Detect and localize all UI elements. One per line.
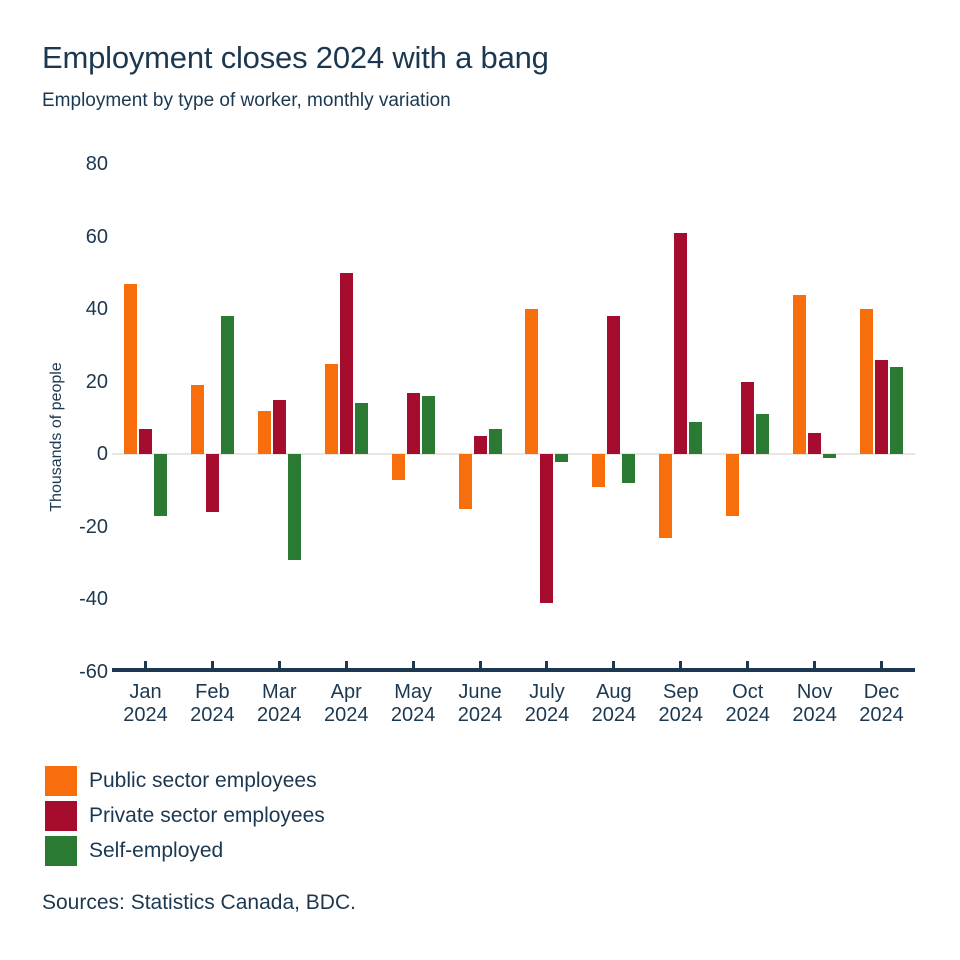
bar-self-employed-sep — [689, 422, 702, 455]
bar-self-employed-mar — [288, 454, 301, 559]
bar-private-sector-employees-nov — [808, 433, 821, 455]
month-year: 2024 — [390, 704, 436, 726]
month-year: 2024 — [658, 704, 704, 726]
legend-swatch-private-sector-employees — [45, 801, 77, 831]
bar-self-employed-jan — [154, 454, 167, 516]
month-year: 2024 — [725, 704, 770, 726]
y-tick-label: 80 — [85, 153, 108, 175]
month-name: Mar — [262, 681, 297, 703]
bar-public-sector-employees-jan — [124, 284, 137, 455]
bar-private-sector-employees-june — [474, 436, 487, 454]
bar-public-sector-employees-apr — [325, 364, 338, 455]
bar-self-employed-apr — [355, 403, 368, 454]
bar-self-employed-oct — [756, 414, 769, 454]
month-year: 2024 — [524, 704, 570, 726]
bar-public-sector-employees-nov — [793, 295, 806, 455]
bar-private-sector-employees-jan — [139, 429, 152, 454]
month-year: 2024 — [792, 704, 837, 726]
month-name: Sep — [662, 681, 699, 703]
y-tick-label: -40 — [79, 588, 108, 611]
x-axis-line — [112, 668, 915, 673]
bar-private-sector-employees-mar — [273, 400, 286, 454]
bar-public-sector-employees-oct — [726, 454, 739, 516]
bar-private-sector-employees-apr — [340, 273, 353, 454]
y-tick-label: -60 — [79, 661, 108, 683]
month-year: 2024 — [257, 704, 302, 726]
y-tick-label: -20 — [79, 515, 108, 538]
month-year: 2024 — [123, 704, 168, 726]
month-name: May — [394, 681, 433, 703]
y-tick-label: 20 — [85, 370, 108, 393]
bar-private-sector-employees-feb — [206, 454, 219, 512]
bar-private-sector-employees-aug — [607, 316, 620, 454]
bar-self-employed-nov — [823, 454, 836, 458]
month-year: 2024 — [859, 704, 904, 726]
month-year: 2024 — [190, 704, 235, 726]
bar-public-sector-employees-mar — [258, 411, 271, 455]
bar-private-sector-employees-dec — [875, 360, 888, 454]
bar-public-sector-employees-july — [525, 309, 538, 454]
month-name: Apr — [330, 681, 362, 703]
bar-self-employed-may — [422, 396, 435, 454]
bar-self-employed-june — [489, 429, 502, 454]
month-name: June — [458, 681, 502, 703]
month-name: July — [529, 681, 565, 703]
bar-public-sector-employees-sep — [659, 454, 672, 537]
month-name: Aug — [596, 681, 632, 703]
bar-public-sector-employees-feb — [191, 385, 204, 454]
bar-public-sector-employees-dec — [860, 309, 873, 454]
bar-private-sector-employees-oct — [741, 382, 754, 455]
x-axis-month-label — [837, 681, 927, 727]
bar-public-sector-employees-june — [459, 454, 472, 508]
chart-title: Employment closes 2024 with a bang — [42, 40, 549, 75]
bar-self-employed-aug — [622, 454, 635, 483]
legend-item-public-sector-employees — [45, 766, 325, 796]
month-name: Dec — [863, 681, 900, 703]
legend-swatch-public-sector-employees — [45, 766, 77, 796]
month-year: 2024 — [323, 704, 369, 726]
legend-item-private-sector-employees — [45, 801, 325, 831]
chart-legend — [45, 766, 325, 871]
legend-label-private-sector-employees: Private sector employees — [89, 804, 325, 827]
month-name: Jan — [129, 681, 162, 703]
y-tick-label: 40 — [85, 298, 108, 321]
bar-private-sector-employees-may — [407, 393, 420, 455]
legend-swatch-self-employed — [45, 836, 77, 866]
month-name: Nov — [796, 681, 833, 703]
bar-self-employed-feb — [221, 316, 234, 454]
y-tick-label: 0 — [96, 443, 108, 466]
bar-self-employed-july — [555, 454, 568, 461]
month-name: Oct — [732, 681, 764, 703]
bar-private-sector-employees-sep — [674, 233, 687, 454]
chart-subtitle: Employment by type of worker, monthly variation — [42, 90, 451, 111]
sources-text: Sources: Statistics Canada, BDC. — [42, 891, 356, 914]
y-tick-label: 60 — [85, 225, 108, 248]
month-name: Feb — [195, 681, 230, 703]
bar-public-sector-employees-may — [392, 454, 405, 479]
bar-self-employed-dec — [890, 367, 903, 454]
legend-label-self-employed: Self-employed — [89, 839, 224, 862]
legend-item-self-employed — [45, 836, 325, 866]
month-year: 2024 — [591, 704, 637, 726]
legend-label-public-sector-employees: Public sector employees — [89, 769, 317, 792]
bar-public-sector-employees-aug — [592, 454, 605, 487]
bar-private-sector-employees-july — [540, 454, 553, 603]
month-year: 2024 — [457, 704, 503, 726]
y-axis-label: Thousands of people — [48, 362, 65, 512]
